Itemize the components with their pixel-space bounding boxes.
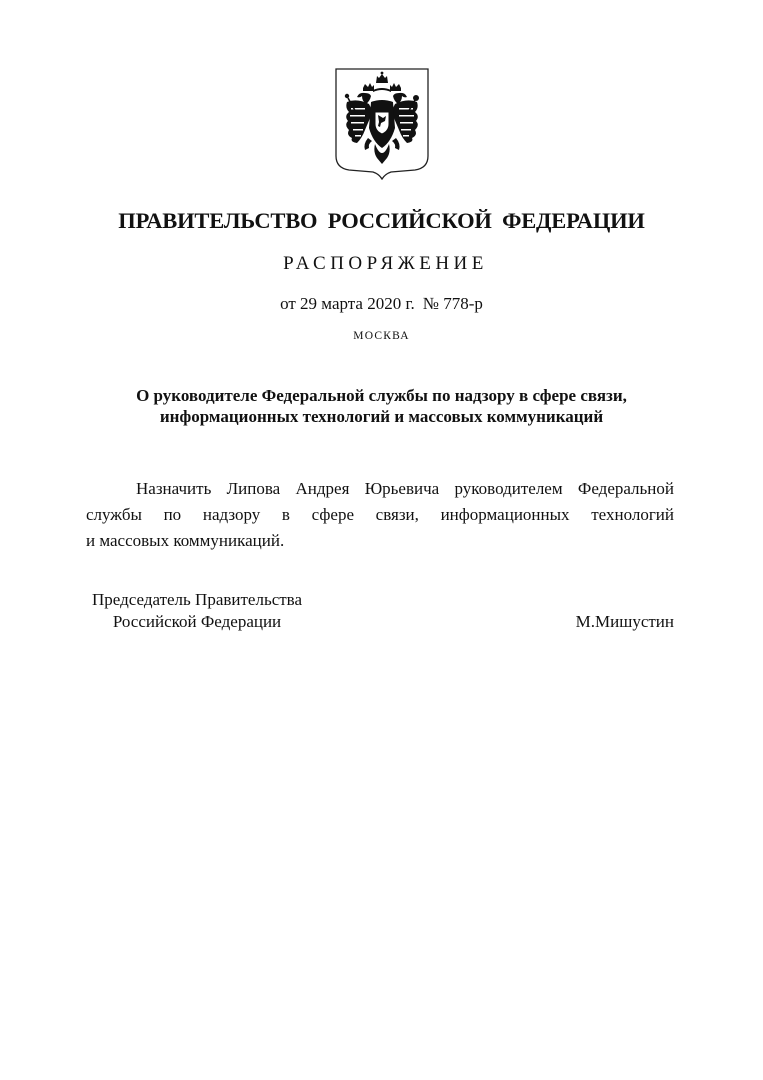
document-date-line (0, 294, 763, 314)
document-number: № 778-р (422, 294, 483, 313)
subject-line: О руководителе Федеральной службы по надзору в сфере связи, (136, 386, 627, 405)
document-date: от 29 марта 2020 г. (280, 294, 415, 313)
subject-line: информационных технологий и массовых коммуникаций (159, 407, 604, 426)
signer-name: М.Мишустин (575, 612, 674, 631)
double-headed-eagle-icon (335, 68, 429, 180)
body-line: Назначить Липова Андрея Юрьевича руководителем Федеральной (136, 479, 674, 498)
document-subject (0, 385, 763, 427)
body-line: службы по надзору в сфере связи, информационных технологий (86, 505, 674, 524)
document-city: МОСКВА (353, 330, 410, 342)
signer-position (92, 589, 302, 633)
document-type: РАСПОРЯЖЕНИЕ (283, 253, 488, 274)
signer-position-line: Председатель Правительства (92, 590, 303, 609)
body-line: и массовых коммуникаций. (86, 531, 285, 550)
signer-position-line: Российской Федерации (112, 612, 282, 631)
government-title: ПРАВИТЕЛЬСТВО РОССИЙСКОЙ ФЕДЕРАЦИИ (118, 208, 645, 233)
document-body (86, 476, 674, 554)
